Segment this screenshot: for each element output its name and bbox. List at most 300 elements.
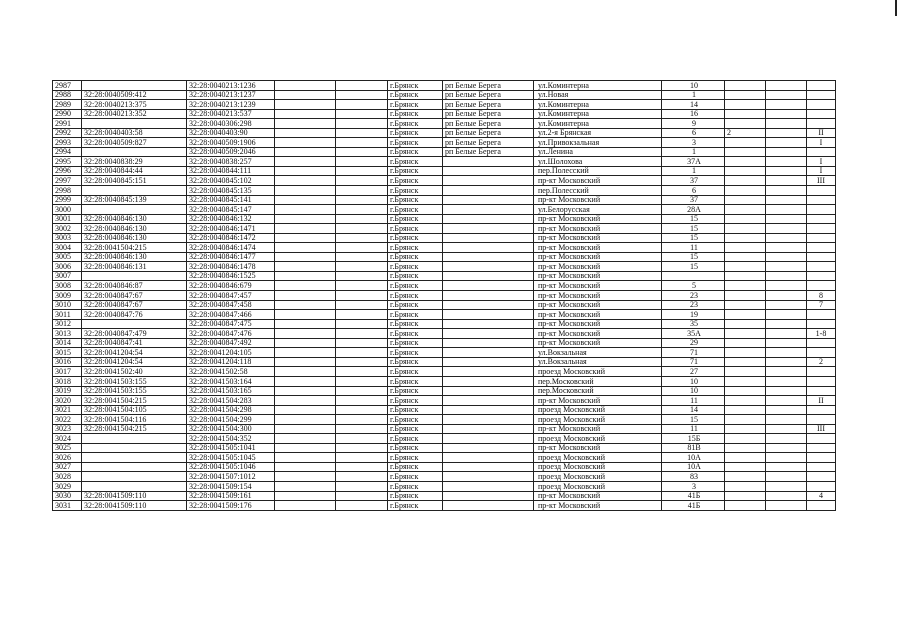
settlement-cell (443, 291, 534, 301)
row-number-cell: 3021 (53, 405, 82, 415)
street-cell: ул.Вокзальная (534, 357, 662, 367)
empty-column-1-cell (275, 453, 336, 463)
city-cell: г.Брянск (388, 100, 443, 110)
table-row (53, 233, 836, 243)
street-cell: пр-кт Московский (534, 224, 662, 234)
empty-column-3-cell (766, 128, 807, 138)
settlement-cell (443, 462, 534, 472)
cadastral-object-number-cell: 32:28:0041504:299 (187, 415, 275, 425)
cadastral-land-number-cell: 32:28:0040846:131 (82, 262, 187, 272)
table-row (53, 376, 836, 386)
house-number-cell: 35 (662, 319, 725, 329)
empty-column-3-cell (766, 501, 807, 511)
settlement-cell (443, 205, 534, 215)
scan-edge-mark (895, 0, 897, 16)
row-number-cell: 3008 (53, 281, 82, 291)
cadastral-object-number-cell: 32:28:0041507:1012 (187, 472, 275, 482)
empty-column-1-cell (275, 138, 336, 148)
city-cell: г.Брянск (388, 501, 443, 511)
building-number-cell (725, 367, 766, 377)
table-row (53, 291, 836, 301)
city-cell: г.Брянск (388, 396, 443, 406)
empty-column-3-cell (766, 357, 807, 367)
empty-column-3-cell (766, 424, 807, 434)
row-number-cell: 3019 (53, 386, 82, 396)
cadastral-object-number-cell: 32:28:0040845:147 (187, 205, 275, 215)
empty-column-2-cell (336, 501, 388, 511)
street-cell: проезд Московский (534, 434, 662, 444)
street-cell: ул.Коминтерна (534, 119, 662, 129)
empty-column-3-cell (766, 205, 807, 215)
apartment-cell: I (807, 166, 836, 176)
empty-column-1-cell (275, 271, 336, 281)
cadastral-object-number-cell: 32:28:0040403:90 (187, 128, 275, 138)
building-number-cell (725, 453, 766, 463)
empty-column-1-cell (275, 405, 336, 415)
table-row (53, 243, 836, 253)
apartment-cell: II (807, 128, 836, 138)
empty-column-1-cell (275, 81, 336, 91)
empty-column-1-cell (275, 300, 336, 310)
row-number-cell: 3011 (53, 310, 82, 320)
settlement-cell: рп Белые Берега (443, 90, 534, 100)
cadastral-land-number-cell: 32:28:0040509:412 (82, 90, 187, 100)
settlement-cell (443, 405, 534, 415)
cadastral-object-number-cell: 32:28:0040847:475 (187, 319, 275, 329)
apartment-cell (807, 281, 836, 291)
empty-column-2-cell (336, 376, 388, 386)
settlement-cell (443, 157, 534, 167)
empty-column-3-cell (766, 491, 807, 501)
apartment-cell (807, 81, 836, 91)
cadastral-land-number-cell: 32:28:0040847:41 (82, 338, 187, 348)
building-number-cell (725, 138, 766, 148)
row-number-cell: 3003 (53, 233, 82, 243)
row-number-cell: 3018 (53, 376, 82, 386)
apartment-cell (807, 186, 836, 196)
street-cell: пр-кт Московский (534, 195, 662, 205)
empty-column-1-cell (275, 262, 336, 272)
empty-column-3-cell (766, 310, 807, 320)
empty-column-1-cell (275, 157, 336, 167)
building-number-cell (725, 501, 766, 511)
cadastral-object-number-cell: 32:28:0040213:1237 (187, 90, 275, 100)
empty-column-1-cell (275, 310, 336, 320)
cadastral-land-number-cell (82, 205, 187, 215)
empty-column-2-cell (336, 205, 388, 215)
empty-column-3-cell (766, 319, 807, 329)
house-number-cell: 15 (662, 233, 725, 243)
row-number-cell: 2998 (53, 186, 82, 196)
empty-column-2-cell (336, 405, 388, 415)
row-number-cell: 3031 (53, 501, 82, 511)
settlement-cell (443, 310, 534, 320)
table-row (53, 501, 836, 511)
empty-column-3-cell (766, 147, 807, 157)
building-number-cell (725, 424, 766, 434)
empty-column-3-cell (766, 462, 807, 472)
cadastral-object-number-cell: 32:28:0040509:2046 (187, 147, 275, 157)
row-number-cell: 3004 (53, 243, 82, 253)
row-number-cell: 3022 (53, 415, 82, 425)
apartment-cell: I (807, 138, 836, 148)
house-number-cell: 14 (662, 405, 725, 415)
cadastral-land-number-cell: 32:28:0040847:76 (82, 310, 187, 320)
settlement-cell (443, 443, 534, 453)
empty-column-1-cell (275, 348, 336, 358)
building-number-cell (725, 310, 766, 320)
empty-column-2-cell (336, 128, 388, 138)
cadastral-land-number-cell (82, 481, 187, 491)
table-row (53, 252, 836, 262)
empty-column-2-cell (336, 186, 388, 196)
row-number-cell: 3009 (53, 291, 82, 301)
street-cell: ул.2-я Брянская (534, 128, 662, 138)
empty-column-2-cell (336, 415, 388, 425)
cadastral-land-number-cell: 32:28:0040846:130 (82, 252, 187, 262)
apartment-cell (807, 195, 836, 205)
cadastral-land-number-cell (82, 186, 187, 196)
apartment-cell (807, 109, 836, 119)
street-cell: пр-кт Московский (534, 396, 662, 406)
city-cell: г.Брянск (388, 138, 443, 148)
building-number-cell (725, 396, 766, 406)
house-number-cell: 37 (662, 195, 725, 205)
cadastral-object-number-cell: 32:28:0041505:1045 (187, 453, 275, 463)
cadastral-land-number-cell: 32:28:0040838:29 (82, 157, 187, 167)
apartment-cell (807, 147, 836, 157)
city-cell: г.Брянск (388, 386, 443, 396)
cadastral-object-number-cell: 32:28:0041504:352 (187, 434, 275, 444)
apartment-cell (807, 405, 836, 415)
settlement-cell (443, 357, 534, 367)
row-number-cell: 3007 (53, 271, 82, 281)
row-number-cell: 3029 (53, 481, 82, 491)
city-cell: г.Брянск (388, 424, 443, 434)
building-number-cell (725, 434, 766, 444)
cadastral-object-number-cell: 32:28:0041509:176 (187, 501, 275, 511)
house-number-cell: 35А (662, 329, 725, 339)
settlement-cell (443, 252, 534, 262)
empty-column-1-cell (275, 90, 336, 100)
empty-column-1-cell (275, 338, 336, 348)
city-cell: г.Брянск (388, 281, 443, 291)
settlement-cell (443, 376, 534, 386)
house-number-cell: 41Б (662, 491, 725, 501)
settlement-cell: рп Белые Берега (443, 109, 534, 119)
house-number-cell: 1 (662, 147, 725, 157)
cadastral-land-number-cell: 32:28:0040844:44 (82, 166, 187, 176)
table-row (53, 319, 836, 329)
apartment-cell (807, 214, 836, 224)
street-cell: проезд Московский (534, 367, 662, 377)
apartment-cell (807, 224, 836, 234)
cadastral-object-number-cell: 32:28:0040845:141 (187, 195, 275, 205)
table-row (53, 415, 836, 425)
city-cell: г.Брянск (388, 367, 443, 377)
apartment-cell (807, 443, 836, 453)
building-number-cell (725, 348, 766, 358)
empty-column-3-cell (766, 405, 807, 415)
row-number-cell: 2989 (53, 100, 82, 110)
empty-column-2-cell (336, 338, 388, 348)
table-row (53, 138, 836, 148)
row-number-cell: 2995 (53, 157, 82, 167)
cadastral-object-number-cell: 32:28:0040847:466 (187, 310, 275, 320)
street-cell: пр-кт Московский (534, 443, 662, 453)
cadastral-land-number-cell (82, 443, 187, 453)
table-row (53, 443, 836, 453)
empty-column-3-cell (766, 415, 807, 425)
empty-column-3-cell (766, 281, 807, 291)
apartment-cell (807, 100, 836, 110)
street-cell: пр-кт Московский (534, 491, 662, 501)
apartment-cell (807, 481, 836, 491)
cadastral-land-number-cell: 32:28:0041504:215 (82, 243, 187, 253)
table-row (53, 491, 836, 501)
empty-column-2-cell (336, 300, 388, 310)
cadastral-object-number-cell: 32:28:0040846:679 (187, 281, 275, 291)
cadastral-land-number-cell (82, 472, 187, 482)
settlement-cell (443, 386, 534, 396)
city-cell: г.Брянск (388, 147, 443, 157)
city-cell: г.Брянск (388, 376, 443, 386)
house-number-cell: 15 (662, 214, 725, 224)
row-number-cell: 2997 (53, 176, 82, 186)
city-cell: г.Брянск (388, 243, 443, 253)
city-cell: г.Брянск (388, 214, 443, 224)
table-row (53, 310, 836, 320)
settlement-cell (443, 367, 534, 377)
table-row (53, 186, 836, 196)
building-number-cell (725, 233, 766, 243)
empty-column-2-cell (336, 252, 388, 262)
address-registry-table (52, 80, 836, 511)
table-row (53, 147, 836, 157)
cadastral-object-number-cell: 32:28:0040838:257 (187, 157, 275, 167)
row-number-cell: 3006 (53, 262, 82, 272)
house-number-cell: 3 (662, 481, 725, 491)
empty-column-3-cell (766, 338, 807, 348)
empty-column-3-cell (766, 329, 807, 339)
street-cell: пр-кт Московский (534, 214, 662, 224)
row-number-cell: 2993 (53, 138, 82, 148)
building-number-cell (725, 462, 766, 472)
empty-column-2-cell (336, 176, 388, 186)
street-cell: пр-кт Московский (534, 176, 662, 186)
empty-column-1-cell (275, 214, 336, 224)
city-cell: г.Брянск (388, 443, 443, 453)
house-number-cell: 37А (662, 157, 725, 167)
apartment-cell: I (807, 157, 836, 167)
cadastral-object-number-cell: 32:28:0041502:58 (187, 367, 275, 377)
settlement-cell (443, 262, 534, 272)
street-cell: пр-кт Московский (534, 310, 662, 320)
empty-column-3-cell (766, 243, 807, 253)
empty-column-3-cell (766, 291, 807, 301)
cadastral-object-number-cell: 32:28:0041503:165 (187, 386, 275, 396)
house-number-cell: 15 (662, 415, 725, 425)
cadastral-object-number-cell: 32:28:0041503:164 (187, 376, 275, 386)
table-row (53, 100, 836, 110)
street-cell: пер.Полесский (534, 166, 662, 176)
cadastral-land-number-cell: 32:28:0041509:110 (82, 491, 187, 501)
row-number-cell: 3005 (53, 252, 82, 262)
building-number-cell (725, 109, 766, 119)
table-row (53, 90, 836, 100)
empty-column-1-cell (275, 100, 336, 110)
house-number-cell: 28А (662, 205, 725, 215)
table-row (53, 224, 836, 234)
table-row (53, 396, 836, 406)
cadastral-land-number-cell (82, 453, 187, 463)
house-number-cell: 10А (662, 453, 725, 463)
building-number-cell (725, 157, 766, 167)
street-cell: ул.Коминтерна (534, 81, 662, 91)
house-number-cell: 11 (662, 424, 725, 434)
cadastral-object-number-cell: 32:28:0040846:132 (187, 214, 275, 224)
building-number-cell (725, 376, 766, 386)
cadastral-land-number-cell: 32:28:0040845:139 (82, 195, 187, 205)
empty-column-1-cell (275, 243, 336, 253)
cadastral-land-number-cell: 32:28:0040846:130 (82, 214, 187, 224)
empty-column-2-cell (336, 138, 388, 148)
house-number-cell: 10 (662, 81, 725, 91)
empty-column-1-cell (275, 443, 336, 453)
cadastral-object-number-cell: 32:28:0041505:1041 (187, 443, 275, 453)
building-number-cell (725, 100, 766, 110)
empty-column-2-cell (336, 233, 388, 243)
street-cell: пр-кт Московский (534, 319, 662, 329)
apartment-cell (807, 243, 836, 253)
empty-column-3-cell (766, 186, 807, 196)
building-number-cell (725, 81, 766, 91)
empty-column-2-cell (336, 166, 388, 176)
row-number-cell: 2999 (53, 195, 82, 205)
table-row (53, 214, 836, 224)
settlement-cell (443, 491, 534, 501)
empty-column-1-cell (275, 166, 336, 176)
city-cell: г.Брянск (388, 491, 443, 501)
cadastral-land-number-cell: 32:28:0041504:105 (82, 405, 187, 415)
apartment-cell (807, 386, 836, 396)
house-number-cell: 83 (662, 472, 725, 482)
cadastral-land-number-cell (82, 119, 187, 129)
empty-column-2-cell (336, 491, 388, 501)
cadastral-land-number-cell: 32:28:0040509:827 (82, 138, 187, 148)
apartment-cell (807, 252, 836, 262)
table-row (53, 119, 836, 129)
cadastral-land-number-cell: 32:28:0040847:67 (82, 300, 187, 310)
row-number-cell: 3026 (53, 453, 82, 463)
cadastral-land-number-cell: 32:28:0040846:87 (82, 281, 187, 291)
empty-column-2-cell (336, 81, 388, 91)
empty-column-3-cell (766, 233, 807, 243)
cadastral-object-number-cell: 32:28:0040509:1906 (187, 138, 275, 148)
house-number-cell: 41Б (662, 501, 725, 511)
cadastral-object-number-cell: 32:28:0040213:1236 (187, 81, 275, 91)
street-cell: пр-кт Московский (534, 291, 662, 301)
apartment-cell (807, 415, 836, 425)
settlement-cell: рп Белые Берега (443, 81, 534, 91)
apartment-cell (807, 233, 836, 243)
table-row (53, 386, 836, 396)
empty-column-1-cell (275, 195, 336, 205)
empty-column-1-cell (275, 481, 336, 491)
cadastral-object-number-cell: 32:28:0040846:1525 (187, 271, 275, 281)
row-number-cell: 3016 (53, 357, 82, 367)
city-cell: г.Брянск (388, 224, 443, 234)
city-cell: г.Брянск (388, 453, 443, 463)
empty-column-1-cell (275, 109, 336, 119)
apartment-cell (807, 501, 836, 511)
building-number-cell (725, 481, 766, 491)
empty-column-2-cell (336, 214, 388, 224)
cadastral-object-number-cell: 32:28:0040213:1239 (187, 100, 275, 110)
apartment-cell (807, 472, 836, 482)
table-row (53, 271, 836, 281)
apartment-cell (807, 367, 836, 377)
empty-column-2-cell (336, 396, 388, 406)
house-number-cell: 71 (662, 348, 725, 358)
house-number-cell: 19 (662, 310, 725, 320)
empty-column-2-cell (336, 262, 388, 272)
cadastral-land-number-cell (82, 462, 187, 472)
apartment-cell (807, 90, 836, 100)
street-cell: ул.Новая (534, 90, 662, 100)
empty-column-2-cell (336, 319, 388, 329)
empty-column-2-cell (336, 243, 388, 253)
cadastral-object-number-cell: 32:28:0040846:1472 (187, 233, 275, 243)
city-cell: г.Брянск (388, 310, 443, 320)
apartment-cell (807, 262, 836, 272)
apartment-cell (807, 319, 836, 329)
house-number-cell: 15 (662, 224, 725, 234)
empty-column-3-cell (766, 367, 807, 377)
apartment-cell: 2 (807, 357, 836, 367)
settlement-cell (443, 271, 534, 281)
row-number-cell: 3010 (53, 300, 82, 310)
house-number-cell: 15 (662, 262, 725, 272)
empty-column-3-cell (766, 396, 807, 406)
empty-column-1-cell (275, 415, 336, 425)
street-cell: ул.Коминтерна (534, 100, 662, 110)
apartment-cell (807, 462, 836, 472)
street-cell: пер.Полесский (534, 186, 662, 196)
empty-column-1-cell (275, 424, 336, 434)
cadastral-object-number-cell: 32:28:0040213:537 (187, 109, 275, 119)
empty-column-3-cell (766, 434, 807, 444)
city-cell: г.Брянск (388, 81, 443, 91)
empty-column-1-cell (275, 357, 336, 367)
street-cell: ул.Коминтерна (534, 109, 662, 119)
building-number-cell (725, 90, 766, 100)
empty-column-3-cell (766, 348, 807, 358)
cadastral-land-number-cell: 32:28:0041504:116 (82, 415, 187, 425)
cadastral-object-number-cell: 32:28:0040845:135 (187, 186, 275, 196)
apartment-cell: 4 (807, 491, 836, 501)
cadastral-land-number-cell: 32:28:0041509:110 (82, 501, 187, 511)
cadastral-land-number-cell (82, 319, 187, 329)
empty-column-3-cell (766, 271, 807, 281)
table-row (53, 462, 836, 472)
building-number-cell (725, 291, 766, 301)
empty-column-3-cell (766, 176, 807, 186)
settlement-cell (443, 233, 534, 243)
settlement-cell: рп Белые Берега (443, 100, 534, 110)
city-cell: г.Брянск (388, 233, 443, 243)
city-cell: г.Брянск (388, 472, 443, 482)
